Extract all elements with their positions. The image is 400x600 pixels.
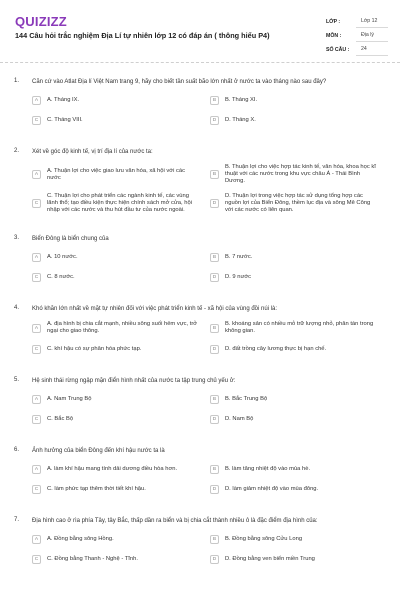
meta-value: 24 xyxy=(356,44,388,56)
question-number: 2. xyxy=(14,148,20,154)
question-number: 4. xyxy=(14,305,20,312)
option-text: C. Bắc Bộ xyxy=(47,415,74,422)
answer-option[interactable] xyxy=(32,413,210,426)
answer-options xyxy=(32,463,388,503)
answer-options xyxy=(32,164,388,221)
question-item xyxy=(0,509,400,573)
option-text: A. làm khí hậu mang tính dải dương điều hòa hơn. xyxy=(47,465,178,472)
header-divider xyxy=(0,62,400,63)
option-text: C. Đồng bằng Thanh - Nghệ - Tĩnh. xyxy=(47,555,138,562)
option-text: B. 7 nước. xyxy=(225,254,253,261)
option-letter-box: A xyxy=(32,465,41,474)
option-letter-box: D xyxy=(210,555,219,564)
option-letter-box: A xyxy=(32,535,41,544)
option-letter-box: B xyxy=(210,324,219,333)
answer-option[interactable] xyxy=(32,251,210,264)
option-text: C. khí hậu có sự phân hóa phức tạp. xyxy=(47,345,142,352)
option-text: B. làm tăng nhiệt độ vào mùa hè. xyxy=(225,465,311,472)
option-letter-box: A xyxy=(32,395,41,404)
option-text: D. Thuận lợi trong việc hợp tác sử dụng tổng hợp các nguồn lợi của Biển Đông, thềm lục địa và sông Mê Công với các nước có liên quan. xyxy=(225,192,371,214)
option-text: C. làm phức tạp thêm thời tiết khí hậu. xyxy=(47,485,146,492)
answer-option[interactable] xyxy=(32,393,210,406)
option-letter-box: B xyxy=(210,170,219,179)
option-text: A. 10 nước. xyxy=(47,254,78,261)
worksheet-meta xyxy=(326,15,388,57)
answer-option[interactable] xyxy=(32,271,210,284)
answer-option[interactable] xyxy=(32,553,210,566)
option-letter-box: A xyxy=(32,96,41,105)
option-letter-box: D xyxy=(210,345,219,354)
option-text: A. Thuận lợi cho việc giao lưu văn hóa, xã hội với các nước xyxy=(47,167,186,181)
option-text: A. địa hình bị chia cắt mạnh, nhiều sông suối hẻm vực, trở ngại cho giao thông. xyxy=(47,321,198,335)
option-text: A. Đồng bằng sông Hồng. xyxy=(47,535,114,542)
answer-option[interactable] xyxy=(210,483,388,496)
option-letter-box: B xyxy=(210,465,219,474)
worksheet-title: 144 Câu hỏi trắc nghiệm Địa Lí tự nhiên lớp 12 có đáp án ( thông hiểu P4) xyxy=(15,31,270,40)
answer-option[interactable] xyxy=(32,343,210,356)
option-text: D. Tháng X. xyxy=(225,116,256,123)
option-text: B. Đồng bằng sông Cửu Long xyxy=(225,535,303,542)
question-text: Biển Đông là biển chung của xyxy=(32,236,109,243)
option-text: B. khoáng sản có nhiều mỏ trữ lượng nhỏ, phân tán trong không gian. xyxy=(225,321,374,335)
answer-option[interactable] xyxy=(32,321,210,335)
option-letter-box: D xyxy=(210,199,219,208)
meta-label: SỐ CÂU : xyxy=(326,47,350,53)
option-text: C. 8 nước. xyxy=(47,274,75,281)
answer-option[interactable] xyxy=(32,463,210,476)
option-text: D. Đồng bằng ven biển miền Trung xyxy=(225,555,315,562)
answer-options xyxy=(32,321,388,362)
option-text: C. Tháng VIII. xyxy=(47,116,83,123)
option-letter-box: C xyxy=(32,555,41,564)
meta-label: LỚP : xyxy=(326,19,341,25)
answer-options xyxy=(32,393,388,433)
answer-options xyxy=(32,251,388,291)
question-text: Hệ sinh thái rừng ngập mặn điển hình nhất của nước ta tập trung chủ yếu ở: xyxy=(32,377,236,384)
option-text: B. Thuận lợi cho việc hợp tác kinh tế, văn hóa, khoa học kĩ thuật với các nước trong khu vực châu Á - Thái Bình Dương. xyxy=(225,164,376,185)
answer-option[interactable] xyxy=(210,393,388,406)
answer-option[interactable] xyxy=(210,164,388,186)
answer-option[interactable] xyxy=(210,413,388,426)
answer-option[interactable] xyxy=(32,94,210,107)
option-letter-box: C xyxy=(32,273,41,282)
answer-option[interactable] xyxy=(210,94,388,107)
question-item xyxy=(0,439,400,503)
answer-option[interactable] xyxy=(210,321,388,335)
option-text: B. Bắc Trung Bộ xyxy=(225,395,268,402)
meta-label: MÔN : xyxy=(326,33,342,39)
quizizz-logo: QUIZIZZ xyxy=(15,14,67,29)
option-letter-box: A xyxy=(32,324,41,333)
answer-option[interactable] xyxy=(210,533,388,546)
question-text: Căn cứ vào Atlat Địa lí Việt Nam trang 9, hãy cho biết tần suất bão lớn nhất ở nước ta vào tháng nào sau đây? xyxy=(32,79,327,85)
question-item xyxy=(0,70,400,134)
option-letter-box: D xyxy=(210,485,219,494)
question-number: 5. xyxy=(14,376,20,383)
option-letter-box: B xyxy=(210,535,219,544)
option-text: D. 9 nước xyxy=(225,274,252,281)
option-text: A. Tháng IX. xyxy=(47,96,80,103)
option-letter-box: C xyxy=(32,345,41,354)
question-text: Địa hình cao ở rìa phía Tây, tây Bắc, thấp dần ra biển và bị chia cắt thành nhiều ô là đặc điểm địa hình của: xyxy=(32,517,318,524)
option-text: D. Nam Bộ xyxy=(225,415,254,422)
option-text: B. Tháng XI. xyxy=(225,96,258,103)
option-letter-box: A xyxy=(32,253,41,262)
question-item xyxy=(0,140,400,221)
answer-option[interactable] xyxy=(32,483,210,496)
answer-option[interactable] xyxy=(32,114,210,127)
answer-options xyxy=(32,533,388,573)
answer-option[interactable] xyxy=(210,463,388,476)
option-letter-box: B xyxy=(210,395,219,404)
option-letter-box: B xyxy=(210,96,219,105)
meta-value: Địa lý xyxy=(356,30,388,42)
question-number: 6. xyxy=(14,446,20,453)
option-letter-box: D xyxy=(210,273,219,282)
question-text: Khó khăn lớn nhất về mặt tự nhiên đối với việc phát triển kinh tế - xã hội của vùng đồi núi là: xyxy=(32,306,278,313)
option-letter-box: D xyxy=(210,415,219,424)
question-number: 3. xyxy=(14,235,20,242)
meta-row-class xyxy=(326,15,388,29)
option-letter-box: B xyxy=(210,253,219,262)
option-text: C. Thuận lợi cho phát triển các ngành kinh tế, các vùng lãnh thổ; tạo điều kiện thực hiện chính sách mở cửa, hội nhập với các nước và thu hút đầu tư của nước ngoài. xyxy=(47,192,192,214)
meta-row-subject xyxy=(326,29,388,43)
answer-option[interactable] xyxy=(32,164,210,186)
answer-option[interactable] xyxy=(210,343,388,356)
option-letter-box: A xyxy=(32,170,41,179)
answer-option[interactable] xyxy=(210,193,388,215)
question-item xyxy=(0,297,400,362)
option-letter-box: D xyxy=(210,116,219,125)
option-text: D. đất trồng cây lương thực bị hạn chế. xyxy=(225,345,327,352)
option-letter-box: C xyxy=(32,485,41,494)
answer-option[interactable] xyxy=(210,114,388,127)
answer-option[interactable] xyxy=(210,251,388,264)
question-text: Ảnh hưởng của biển Đông đến khí hậu nước ta là xyxy=(32,447,165,454)
option-letter-box: C xyxy=(32,199,41,208)
meta-value: Lớp 12 xyxy=(356,16,388,28)
answer-options xyxy=(32,94,388,134)
worksheet-header xyxy=(0,0,400,62)
question-list xyxy=(0,70,400,579)
answer-option[interactable] xyxy=(210,271,388,284)
question-number: 7. xyxy=(14,516,20,523)
option-text: D. làm giảm nhiệt độ vào mùa đông. xyxy=(225,485,319,492)
question-item xyxy=(0,369,400,433)
question-number: 1. xyxy=(14,78,20,84)
answer-option[interactable] xyxy=(32,533,210,546)
question-text: Xét về góc độ kinh tế, vị trí địa lí của nước ta: xyxy=(32,149,153,155)
meta-row-count xyxy=(326,43,388,57)
question-item xyxy=(0,227,400,291)
option-letter-box: C xyxy=(32,415,41,424)
answer-option[interactable] xyxy=(32,193,210,215)
answer-option[interactable] xyxy=(210,553,388,566)
option-letter-box: C xyxy=(32,116,41,125)
option-text: A. Nam Trung Bộ xyxy=(47,395,92,402)
